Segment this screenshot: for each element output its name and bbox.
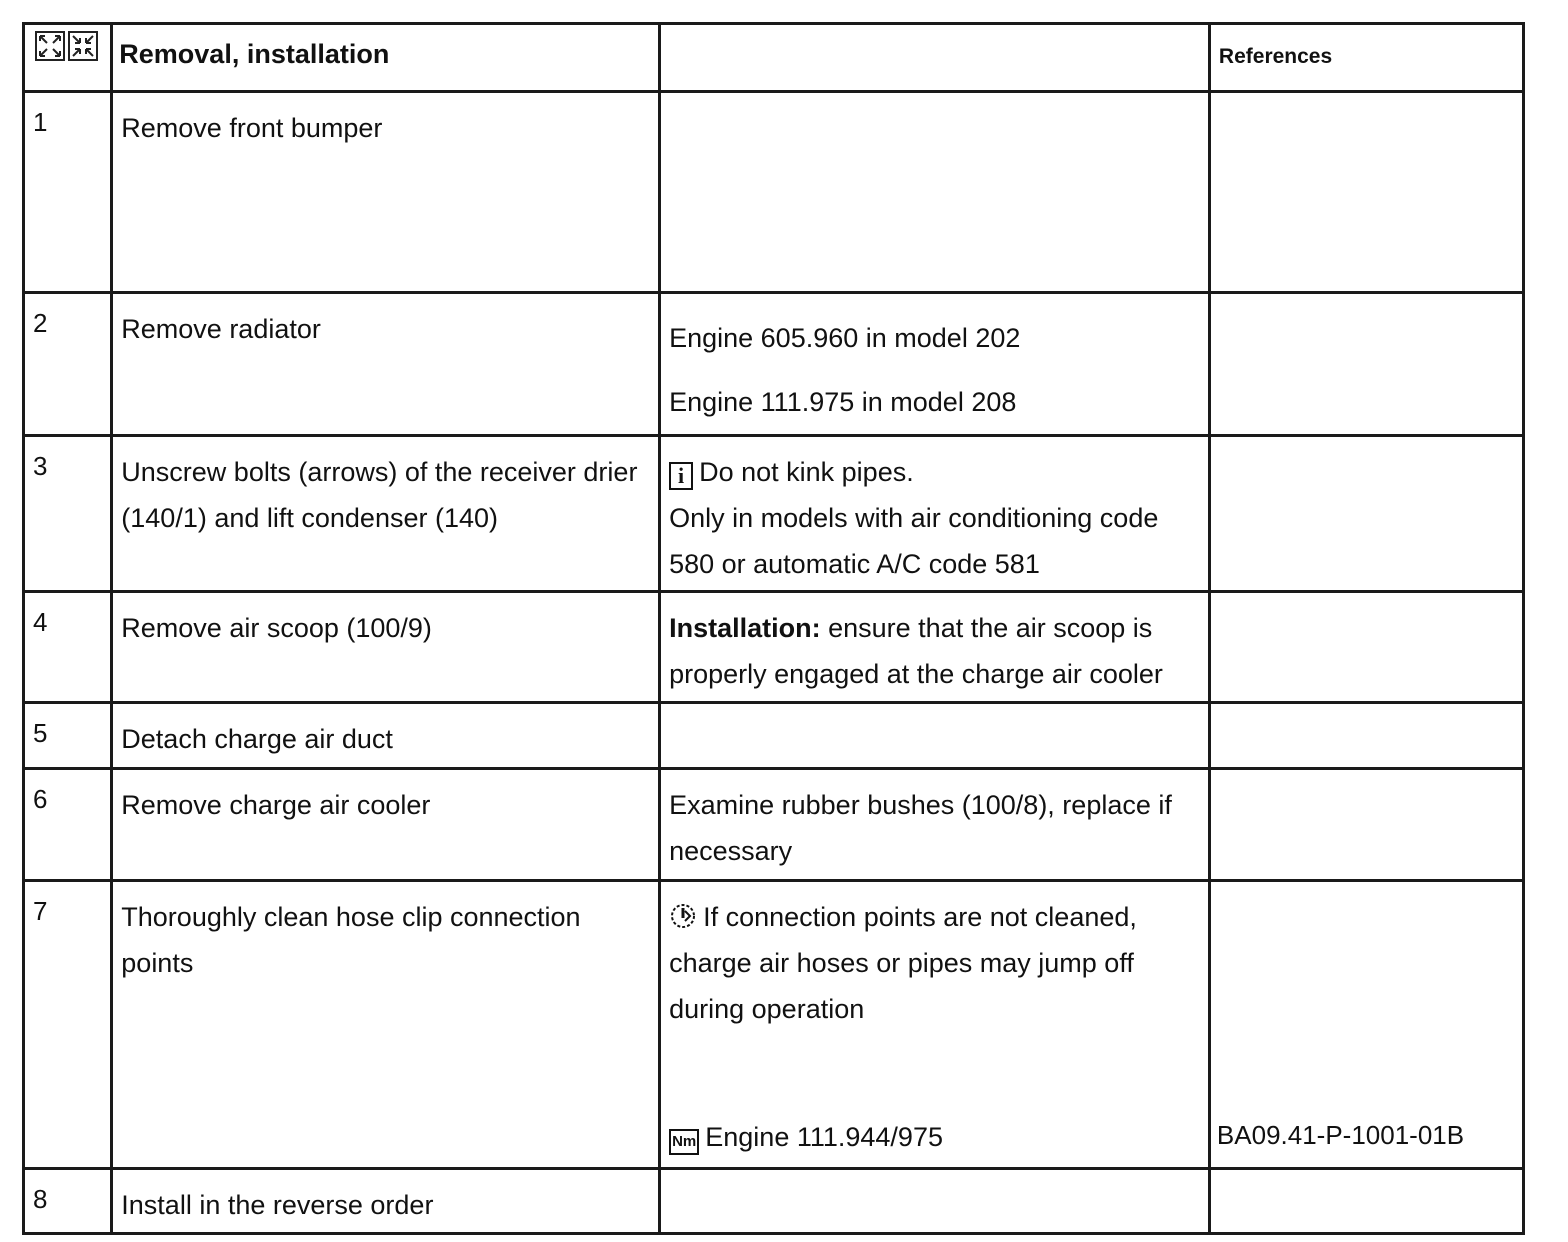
table-row	[24, 769, 1524, 881]
step-reference	[1209, 703, 1523, 769]
step-number: 8	[24, 1169, 112, 1234]
note-line: Only in models with air conditioning code 580 or automatic A/C code 581	[669, 503, 1159, 579]
step-action: Detach charge air duct	[112, 703, 660, 769]
step-reference	[1209, 1169, 1523, 1234]
note-line	[669, 449, 1200, 495]
table-row	[24, 881, 1524, 1169]
table-row	[24, 436, 1524, 592]
step-notes	[660, 92, 1210, 293]
removal-icon	[35, 31, 65, 61]
step-notes	[660, 436, 1210, 592]
procedure-table	[22, 22, 1525, 1235]
header-title: Removal, installation	[112, 24, 660, 92]
step-action: Unscrew bolts (arrows) of the receiver drier (140/1) and lift condenser (140)	[112, 436, 660, 592]
reference-link[interactable]: BA09.41-P-1001-01B	[1216, 1120, 1465, 1150]
note-bold-label: Installation:	[669, 613, 821, 643]
step-number: 4	[24, 592, 112, 703]
step-action: Remove radiator	[112, 293, 660, 436]
step-number: 2	[24, 293, 112, 436]
header-row	[24, 24, 1524, 92]
torque-text: Engine 111.944/975	[705, 1122, 943, 1152]
table-row	[24, 92, 1524, 293]
step-reference	[1209, 592, 1523, 703]
note-text: Do not kink pipes.	[699, 457, 914, 487]
header-icons-cell	[24, 24, 112, 92]
note-line: Engine 605.960 in model 202	[669, 323, 1021, 353]
step-notes	[660, 881, 1210, 1169]
step-notes: Examine rubber bushes (100/8), replace if necessary	[660, 769, 1210, 881]
step-reference	[1209, 293, 1523, 436]
table-row	[24, 293, 1524, 436]
step-reference	[1209, 436, 1523, 592]
step-action: Remove charge air cooler	[112, 769, 660, 881]
step-notes	[660, 703, 1210, 769]
torque-note	[669, 1117, 943, 1157]
step-number: 5	[24, 703, 112, 769]
step-number: 3	[24, 436, 112, 592]
caution-icon	[669, 898, 697, 926]
step-reference	[1209, 769, 1523, 881]
step-reference	[1209, 881, 1523, 1169]
step-notes	[660, 592, 1210, 703]
header-references: References	[1209, 24, 1523, 92]
info-icon: i	[669, 462, 693, 490]
table-row	[24, 703, 1524, 769]
step-number: 7	[24, 881, 112, 1169]
note-line: Engine 111.975 in model 208	[669, 387, 1017, 417]
step-action: Install in the reverse order	[112, 1169, 660, 1234]
torque-nm-icon: Nm	[669, 1129, 699, 1155]
step-number: 1	[24, 92, 112, 293]
table-row	[24, 1169, 1524, 1234]
step-notes	[660, 1169, 1210, 1234]
step-action: Remove air scoop (100/9)	[112, 592, 660, 703]
step-action: Thoroughly clean hose clip connection points	[112, 881, 660, 1169]
note-text: If connection points are not cleaned, charge air hoses or pipes may jump off during operation	[669, 902, 1137, 1024]
note-text: ensure that the air scoop is properly engaged at the charge air cooler	[669, 613, 1163, 689]
step-notes	[660, 293, 1210, 436]
installation-icon	[68, 31, 98, 61]
step-reference	[1209, 92, 1523, 293]
table-row	[24, 592, 1524, 703]
step-action: Remove front bumper	[112, 92, 660, 293]
step-number: 6	[24, 769, 112, 881]
header-notes	[660, 24, 1210, 92]
